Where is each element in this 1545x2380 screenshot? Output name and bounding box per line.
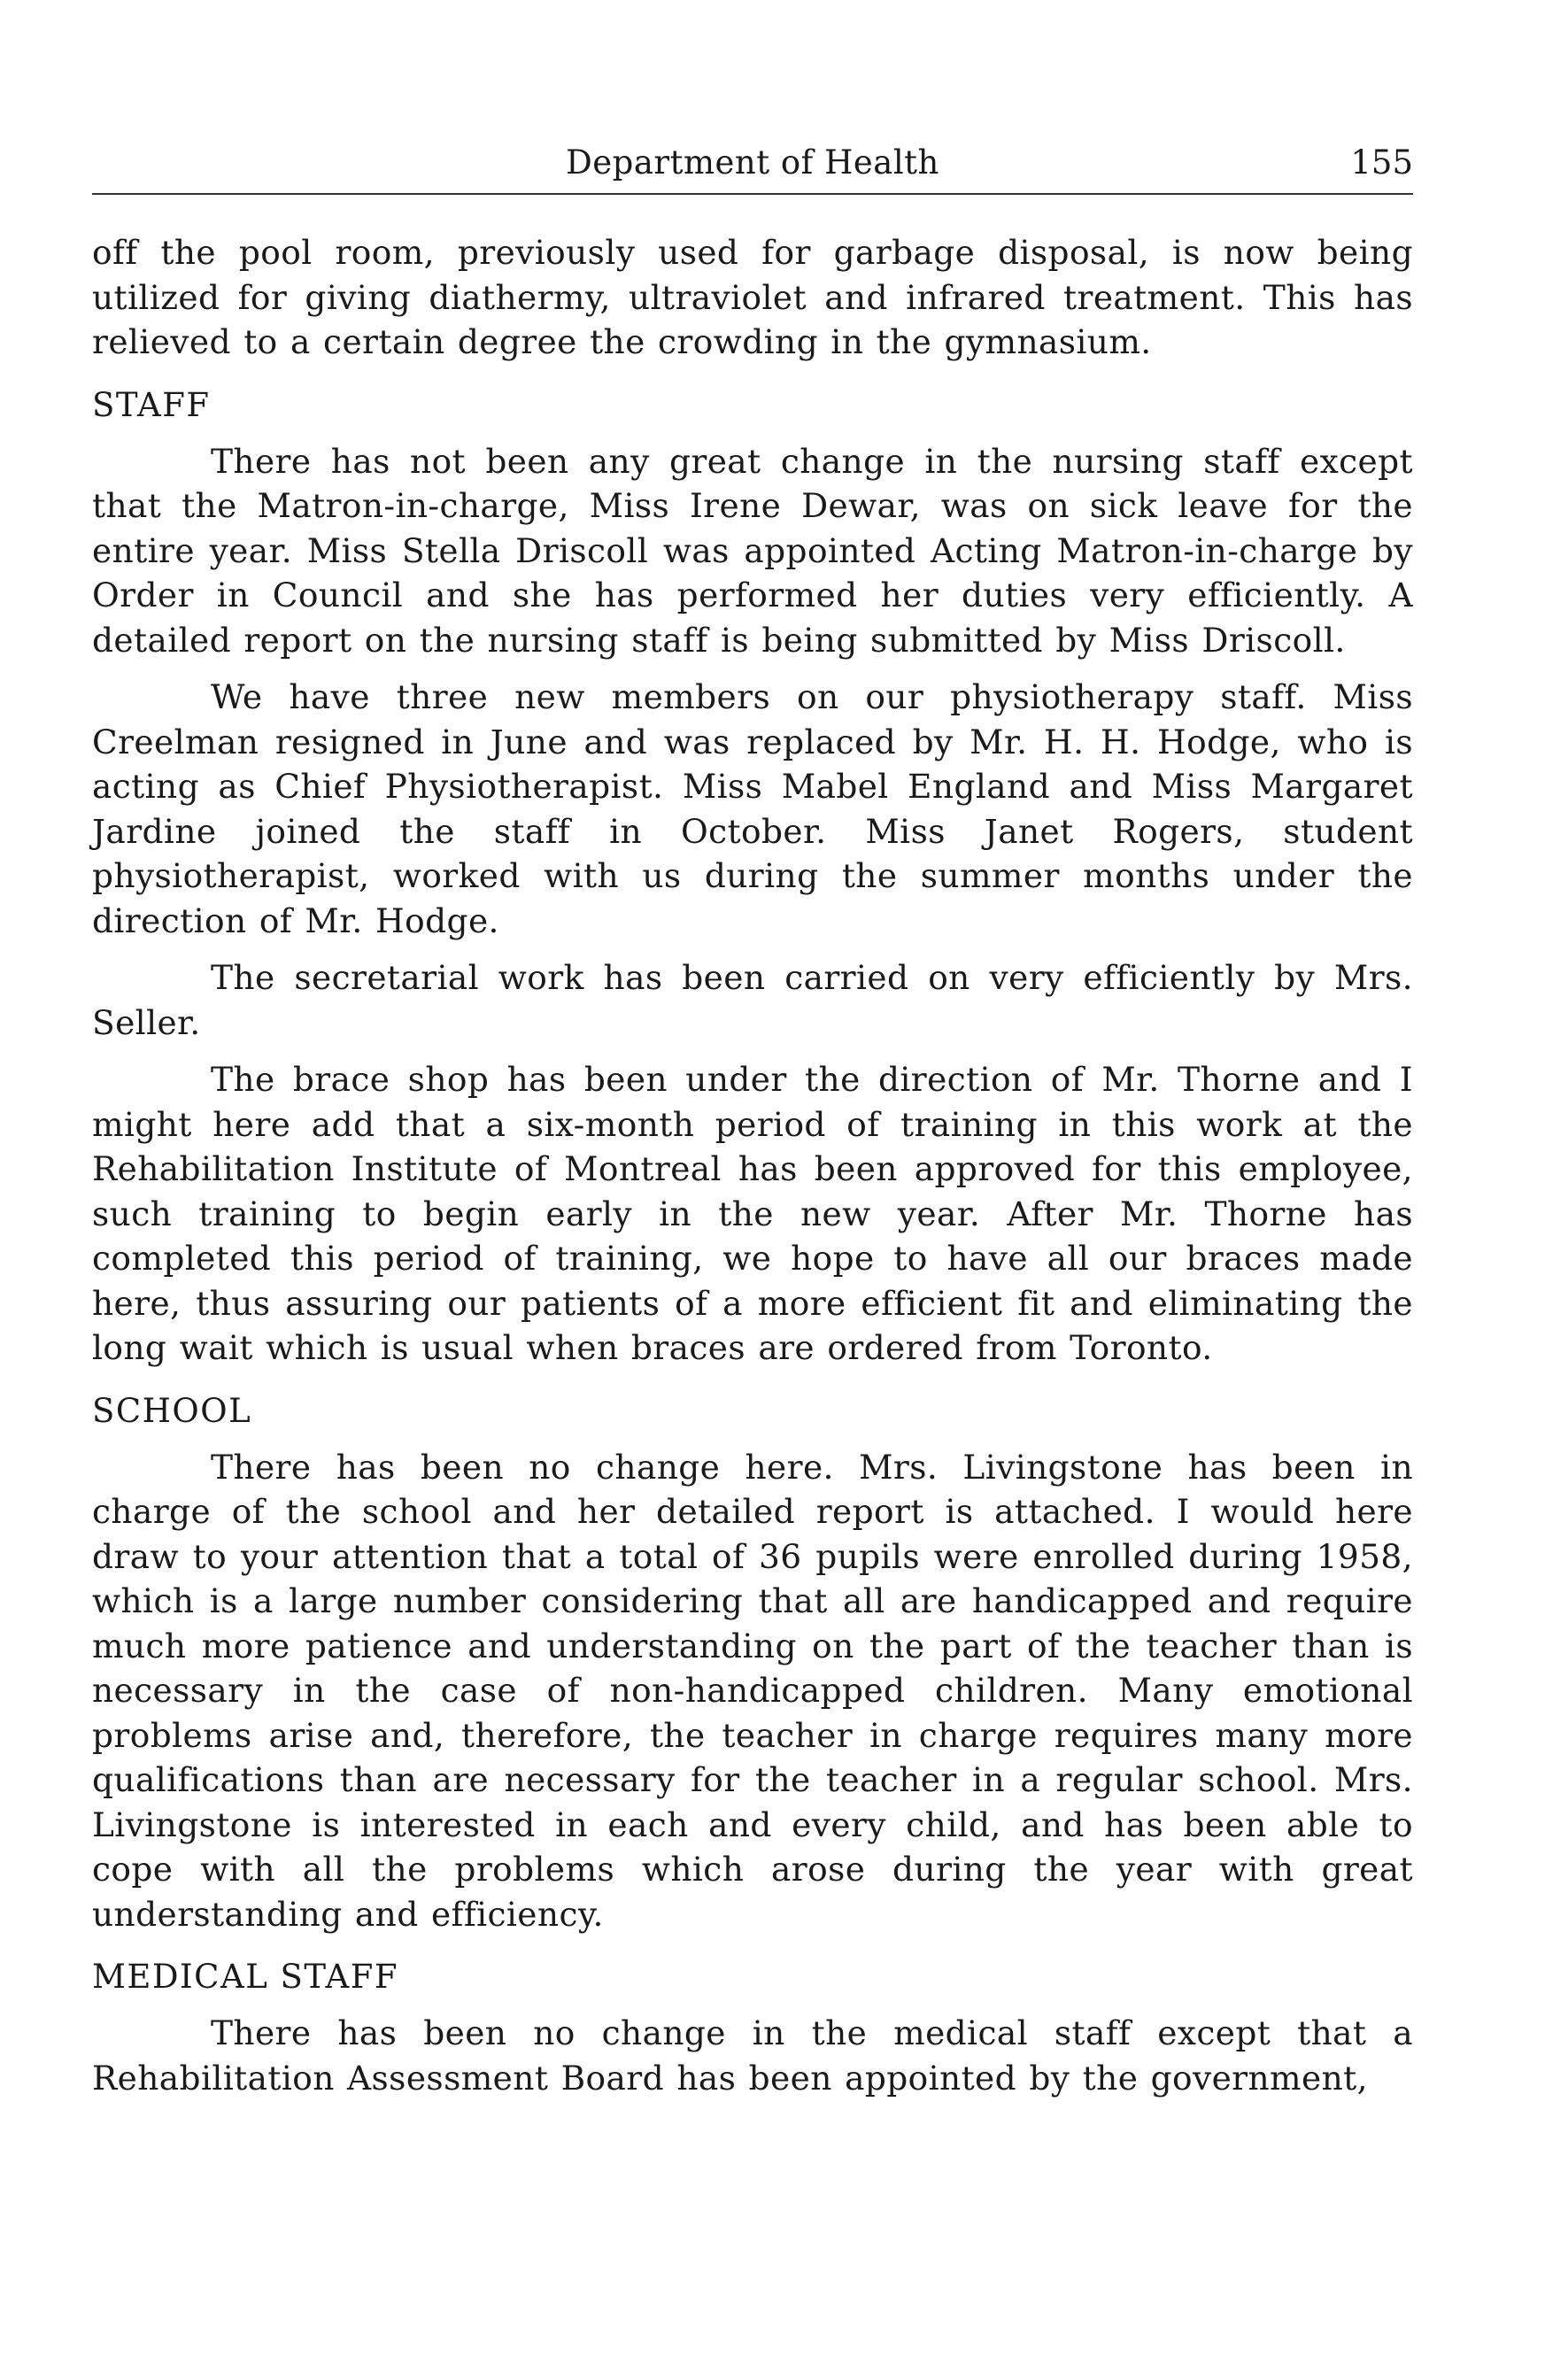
section-heading-medical-staff: MEDICAL STAFF	[92, 1958, 399, 1996]
running-header	[92, 133, 1413, 195]
section-heading-staff: STAFF	[92, 385, 211, 424]
paragraph-secretarial: The secretarial work has been carried on very efficiently by Mrs. Seller.	[92, 958, 1413, 1042]
paragraph-brace-shop: The brace shop has been under the direction of Mr. Thorne and I might here add that a six-month period of training in this work at the Rehabilitation Institute of Montreal has been approved for this employee, such training to begin early in the new year. After Mr. Thorne has completed this period of training, we hope to have all our braces made here, thus assuring our patients of a more efficient fit and eliminating the long wait which is usual when braces are ordered from Toronto.	[92, 1060, 1413, 1367]
paragraph-medical-staff: There has been no change in the medical staff except that a Rehabilitation Assessment Board has been appointed by the government,	[92, 2013, 1413, 2098]
page-number: 155	[1350, 143, 1413, 182]
document-page	[92, 133, 1413, 2100]
page-body	[92, 230, 1413, 2100]
paragraph-nursing-staff: There has not been any great change in the nursing staff except that the Matron-in-charge, Miss Irene Dewar, was on sick leave for the entire year. Miss Stella Driscoll was appointed Acting Matron-in-charge by Order in Council and she has performed her duties very efficiently. A detailed report on the nursing staff is being submitted by Miss Driscoll.	[92, 441, 1413, 660]
paragraph-pool-room: off the pool room, previously used for garbage disposal, is now being utilized for giving diathermy, ultraviolet and infrared treatment. This has relieved to a certain degree the crowding in the gymnasium.	[92, 233, 1413, 361]
paragraph-school: There has been no change here. Mrs. Livingstone has been in charge of the school and her detailed report is attached. I would here draw to your attention that a total of 36 pupils were enrolled during 1958, which is a large number considering that all are handicapped and require much more patience and understanding on the part of the teacher than is necessary in the case of non-handicapped children. Many emotional problems arise and, therefore, the teacher in charge requires many more qualifications than are necessary for the teacher in a regular school. Mrs. Livingstone is interested in each and every child, and has been able to cope with all the problems which arose during the year with great understanding and efficiency.	[92, 1447, 1413, 1934]
section-heading-school: SCHOOL	[92, 1391, 252, 1430]
running-title: Department of Health	[566, 143, 939, 182]
paragraph-physiotherapy-staff: We have three new members on our physiotherapy staff. Miss Creelman resigned in June and was replaced by Mr. H. H. Hodge, who is acting as Chief Physiotherapist. Miss Mabel England and Miss Margaret Jardine joined the staff in October. Miss Janet Rogers, student physiotherapist, worked with us during the summer months under the direction of Mr. Hodge.	[92, 677, 1413, 940]
